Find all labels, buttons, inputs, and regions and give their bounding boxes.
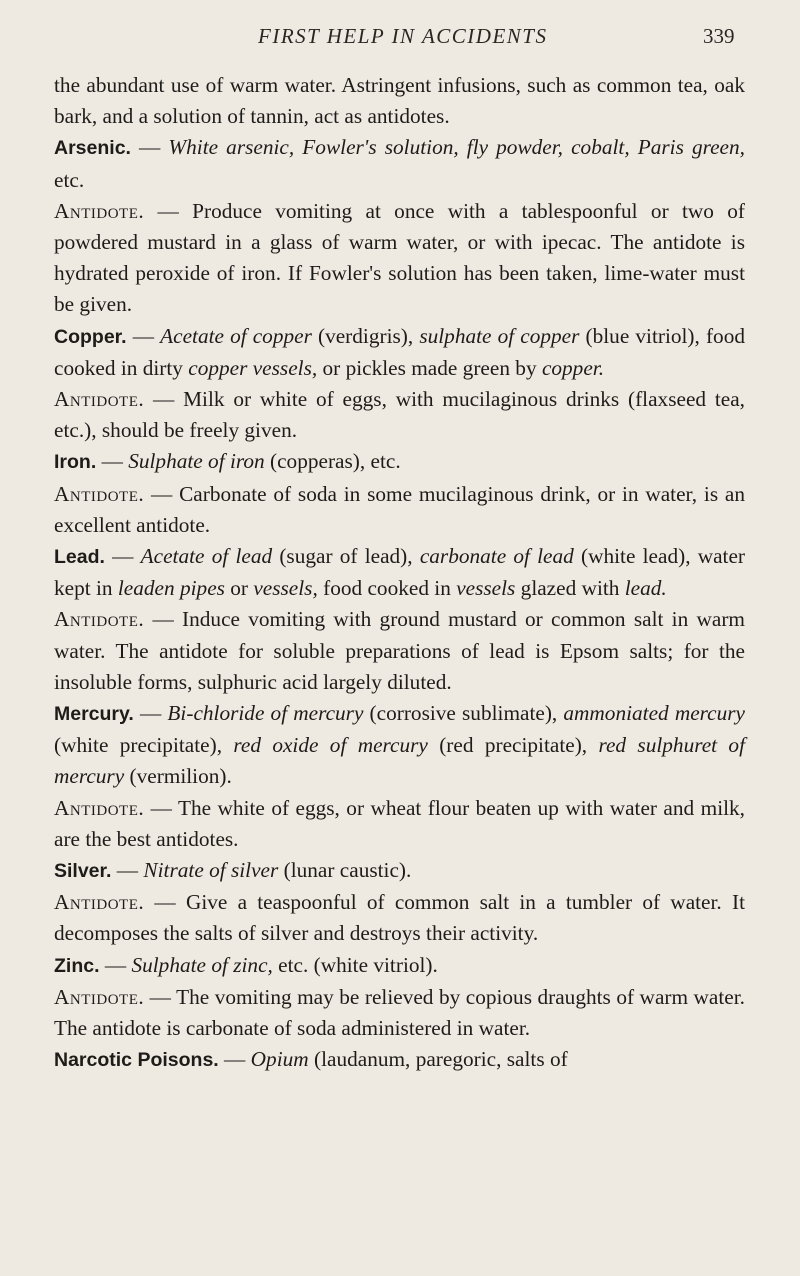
poison-heading: Narcotic Poisons. (54, 1049, 219, 1072)
em-dash: — (99, 952, 132, 977)
poison-source-text: food cooked in (317, 576, 457, 601)
poison-source-text: (white lead), water kept in (54, 544, 746, 601)
poison-heading: Silver. (54, 860, 112, 883)
page-number: 339 (703, 24, 735, 48)
poison-heading: Copper. (54, 325, 127, 348)
em-dash: — (111, 858, 144, 883)
poison-source-text: (copperas), etc. (264, 449, 401, 474)
poison-source-text: (verdigris), (311, 323, 420, 348)
poison-heading: Lead. (54, 546, 105, 569)
poison-entry (54, 698, 745, 793)
running-head (0, 24, 800, 50)
poison-source-italic: lead. (624, 576, 667, 601)
poison-heading: Mercury. (54, 703, 134, 726)
poison-source-text: etc. (54, 167, 85, 192)
poison-entry (54, 855, 745, 887)
poison-source-italic: Sulphate of iron (128, 449, 265, 474)
poison-source-italic: Sulphate of zinc, (131, 952, 273, 977)
antidote-paragraph (54, 604, 745, 698)
antidote-paragraph (54, 479, 745, 541)
poison-source-italic: vessels, (253, 576, 318, 601)
em-dash: — (144, 387, 184, 412)
em-dash: — (96, 449, 129, 474)
antidote-label: Antidote. (54, 890, 145, 915)
poison-source-italic: carbonate of lead (419, 544, 574, 569)
em-dash: — (104, 544, 141, 569)
poison-source-text: (red precipitate), (427, 733, 599, 758)
em-dash: — (144, 607, 183, 632)
poison-source-italic: copper. (541, 355, 605, 380)
em-dash: — (133, 701, 168, 726)
antidote-label: Antidote. (54, 795, 145, 820)
poison-heading: Zinc. (54, 954, 100, 977)
em-dash: — (144, 795, 178, 820)
poison-source-italic: White arsenic, Fowler's solution, fly powder, cobalt, Paris green, (168, 135, 745, 160)
poison-source-italic: leaden pipes (117, 576, 225, 601)
poison-entry (54, 1044, 745, 1076)
poison-source-text: or pickles made green by (317, 355, 542, 380)
em-dash: — (126, 323, 161, 348)
poison-source-italic: red sulphuret of mercury (54, 733, 745, 789)
poison-source-text: (white precipitate), (54, 733, 234, 758)
running-title: FIRST HELP IN ACCIDENTS (258, 24, 548, 48)
antidote-paragraph (54, 196, 745, 321)
antidote-label: Antidote. (54, 607, 145, 632)
antidote-text: Give a teaspoonful of common salt in a tumbler of water. It decomposes the salts of silver and destroys their activity. (54, 890, 745, 946)
poison-source-text: glazed with (515, 576, 625, 601)
poison-source-italic: Acetate of copper (160, 323, 312, 348)
poison-source-text: etc. (white vitriol). (272, 952, 438, 977)
antidote-text: The white of eggs, or wheat flour beaten up with water and milk, are the best antidotes. (54, 795, 745, 851)
poison-source-italic: Bi-chloride of mercury (167, 701, 364, 726)
poison-source-text: (lunar caustic). (278, 858, 412, 883)
paragraph-continuation (54, 70, 745, 132)
antidote-paragraph (54, 887, 745, 949)
poison-source-italic: vessels (456, 576, 516, 601)
poison-entry (54, 446, 745, 478)
poison-source-text: (corrosive sublimate), (363, 701, 564, 726)
antidote-text: Produce vomiting at once with a tablespoonful or two of powdered mustard in a glass of warm water, or with ipecac. The antidote is hydrated peroxide of iron. If Fowler's solution has been taken, lime-water must be given. (54, 198, 745, 317)
poison-source-text: or (224, 576, 254, 601)
antidote-text: The vomiting may be relieved by copious draughts of warm water. The antidote is carbonate of soda administered in water. (54, 984, 745, 1041)
poison-source-text: (vermilion). (124, 764, 232, 789)
poison-entry (54, 132, 745, 195)
poison-entry (54, 541, 745, 604)
poison-source-italic: Acetate of lead (140, 544, 273, 569)
em-dash: — (144, 198, 193, 223)
body-text (54, 70, 745, 1077)
paragraph-text: the abundant use of warm water. Astringent infusions, such as common tea, oak bark, and a solution of tannin, act as antidotes. (54, 73, 745, 129)
poison-source-italic: copper vessels, (188, 355, 318, 380)
poison-source-italic: sulphate of copper (419, 323, 580, 348)
poison-source-text: (laudanum, paregoric, salts of (308, 1047, 568, 1072)
antidote-label: Antidote. (54, 984, 145, 1009)
em-dash: — (130, 135, 169, 160)
poison-source-italic: Opium (250, 1047, 309, 1072)
antidote-text: Milk or white of eggs, with mucilaginous drinks (flaxseed tea, etc.), should be freely given. (54, 387, 745, 443)
antidote-text: Carbonate of soda in some mucilaginous drink, or in water, is an excellent antidote. (54, 481, 745, 537)
antidote-paragraph (54, 982, 745, 1044)
antidote-paragraph (54, 793, 745, 855)
poison-source-italic: ammoniated mercury (563, 701, 745, 726)
poison-source-text: (blue vitriol), food cooked in dirty (54, 323, 745, 380)
poison-heading: Arsenic. (54, 137, 131, 160)
em-dash: — (218, 1047, 251, 1072)
em-dash: — (144, 984, 177, 1009)
poison-source-italic: Nitrate of silver (143, 858, 279, 883)
poison-heading: Iron. (54, 451, 97, 474)
poison-source-text: (sugar of lead), (272, 544, 420, 569)
em-dash: — (144, 890, 186, 915)
poison-entry (54, 950, 745, 982)
antidote-label: Antidote. (54, 387, 145, 412)
em-dash: — (144, 481, 180, 506)
antidote-paragraph (54, 384, 745, 446)
antidote-label: Antidote. (54, 481, 145, 506)
poison-source-italic: red oxide of mercury (233, 733, 428, 758)
poison-entry (54, 321, 745, 384)
antidote-text: Induce vomiting with ground mustard or common salt in warm water. The antidote for soluble preparations of lead is Epsom salts; for the insoluble forms, sulphuric acid largely diluted. (54, 607, 745, 694)
antidote-label: Antidote. (54, 198, 145, 223)
